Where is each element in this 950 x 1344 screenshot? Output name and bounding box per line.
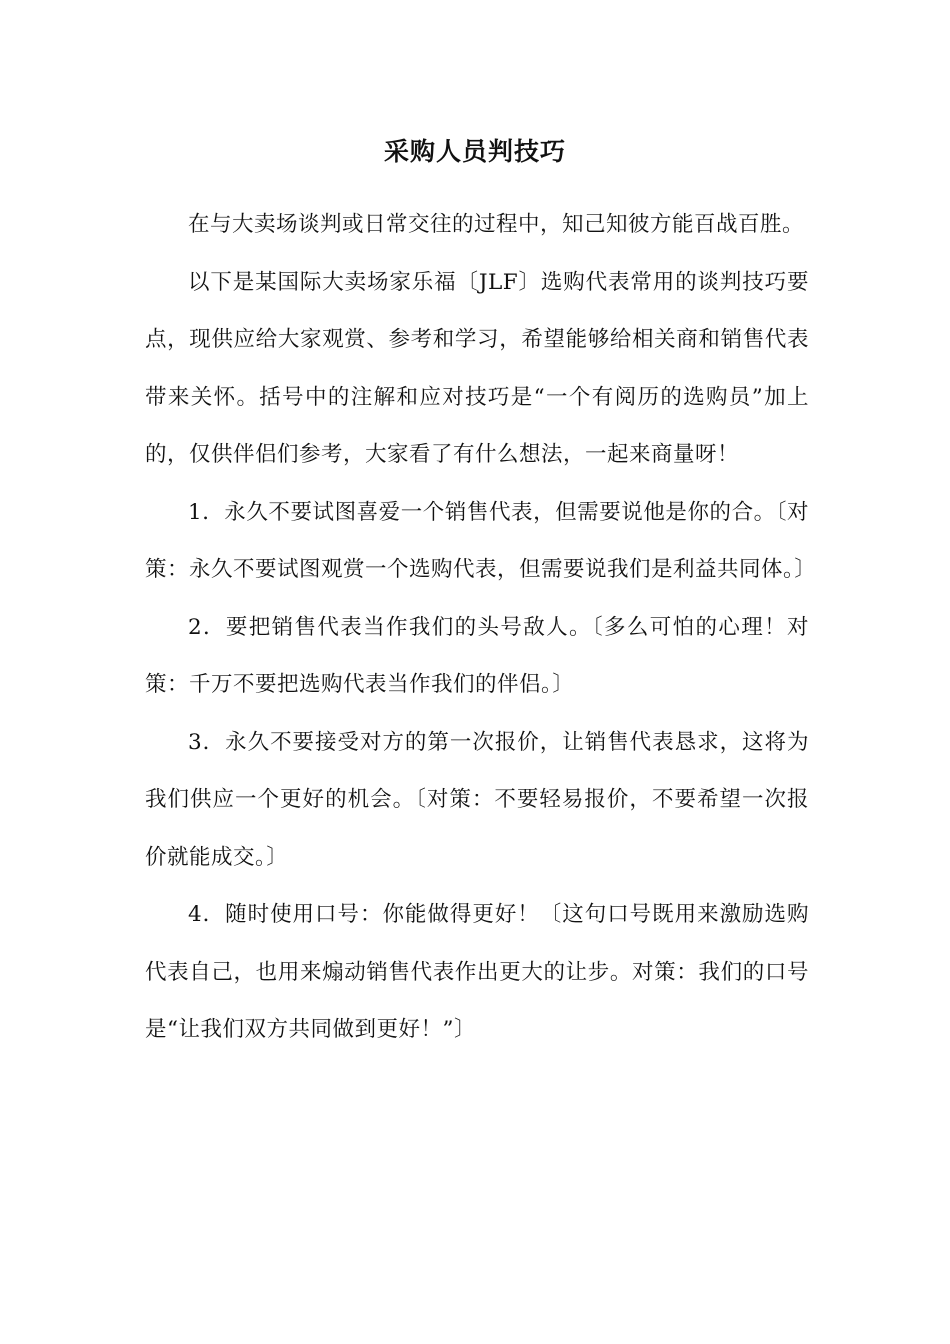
paragraph-tip-1: 1．永久不要试图喜爱一个销售代表，但需要说他是你的合。〔对策：永久不要试图观赏一个选购代表，但需要说我们是利益共同体。〕 bbox=[145, 499, 817, 582]
paragraph-tip-4: 4．随时使用口号：你能做得更好！〔这句口号既用来激励选购代表自己，也用来煽动销售代表作出更大的让步。对策：我们的口号是“让我们双方共同做到更好！”〕 bbox=[145, 902, 809, 1042]
document-body bbox=[145, 196, 817, 1059]
document-title: 采购人员判技巧 bbox=[383, 137, 566, 166]
paragraph-tip-3: 3．永久不要接受对方的第一次报价，让销售代表恳求，这将为我们供应一个更好的机会。〔对策：不要轻易报价，不要希望一次报价就能成交。〕 bbox=[145, 729, 809, 870]
paragraph-tip-2: 2．要把销售代表当作我们的头号敌人。〔多么可怕的心理！对策：千万不要把选购代表当作我们的伴侣。〕 bbox=[145, 614, 809, 697]
paragraph-background: 以下是某国际大卖场家乐福〔JLF〕选购代表常用的谈判技巧要点，现供应给大家观赏、参考和学习，希望能够给相关商和销售代表带来关怀。括号中的注解和应对技巧是“一个有阅历的选购员”加上的，仅供伴侣们参考，大家看了有什么想法，一起来商量呀！ bbox=[145, 269, 809, 467]
paragraph-intro: 在与大卖场谈判或日常交往的过程中，知己知彼方能百战百胜。 bbox=[188, 212, 805, 237]
